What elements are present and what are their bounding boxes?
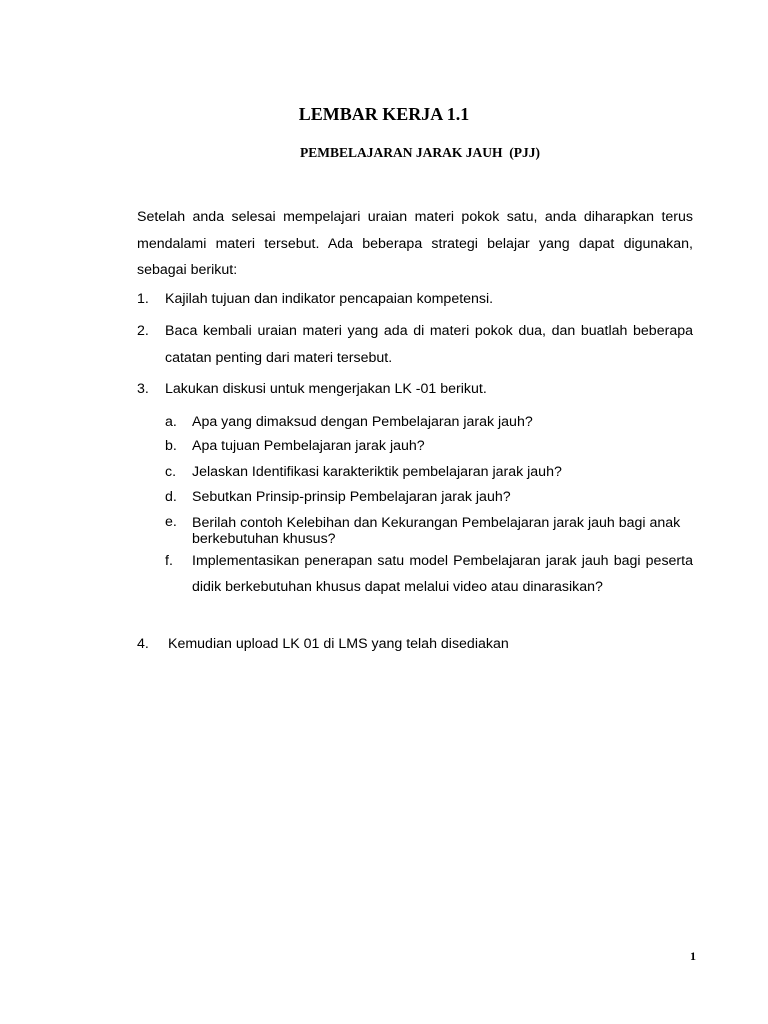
question-text: Berilah contoh Kelebihan dan Kekurangan Pembelajaran jarak jauh bagi anak berkebutuhan khusus? xyxy=(192,515,681,547)
question-text: Apa tujuan Pembelajaran jarak jauh? xyxy=(192,438,425,454)
question-letter: a. xyxy=(165,414,177,430)
step-number: 4. xyxy=(137,636,149,652)
step-text: Kemudian upload LK 01 di LMS yang telah disediakan xyxy=(168,636,509,652)
step-text: Baca kembali uraian materi yang ada di materi pokok dua, dan buatlah beberapa catatan penting dari materi tersebut. xyxy=(165,323,693,366)
question-letter: d. xyxy=(165,489,177,505)
question-letter: c. xyxy=(165,464,177,480)
intro-paragraph: Setelah anda selesai mempelajari uraian materi pokok satu, anda diharapkan terus mendalami materi tersebut. Ada beberapa strategi belajar yang dapat digunakan, sebagai berikut: xyxy=(137,209,693,278)
page-number: 1 xyxy=(690,949,696,963)
question-text: Implementasikan penerapan satu model Pembelajaran jarak jauh bagi peserta didik berkebutuhan khusus dapat melalui video atau dinarasikan? xyxy=(192,553,693,595)
question-letter: b. xyxy=(165,438,177,454)
question-letter: f. xyxy=(165,553,173,569)
step-number: 1. xyxy=(137,291,149,307)
page-title: LEMBAR KERJA 1.1 xyxy=(298,104,470,124)
step-text: Lakukan diskusi untuk mengerjakan LK -01 berikut. xyxy=(165,381,487,397)
question-letter: e. xyxy=(165,514,177,530)
question-text: Apa yang dimaksud dengan Pembelajaran jarak jauh? xyxy=(192,414,533,430)
question-text: Sebutkan Prinsip-prinsip Pembelajaran jarak jauh? xyxy=(192,489,511,505)
page-subtitle: PEMBELAJARAN JARAK JAUH (PJJ) xyxy=(300,145,540,160)
step-text: Kajilah tujuan dan indikator pencapaian kompetensi. xyxy=(165,291,494,307)
question-text: Jelaskan Identifikasi karakteriktik pembelajaran jarak jauh? xyxy=(192,464,562,480)
step-number: 2. xyxy=(137,323,149,339)
step-number: 3. xyxy=(137,381,149,397)
